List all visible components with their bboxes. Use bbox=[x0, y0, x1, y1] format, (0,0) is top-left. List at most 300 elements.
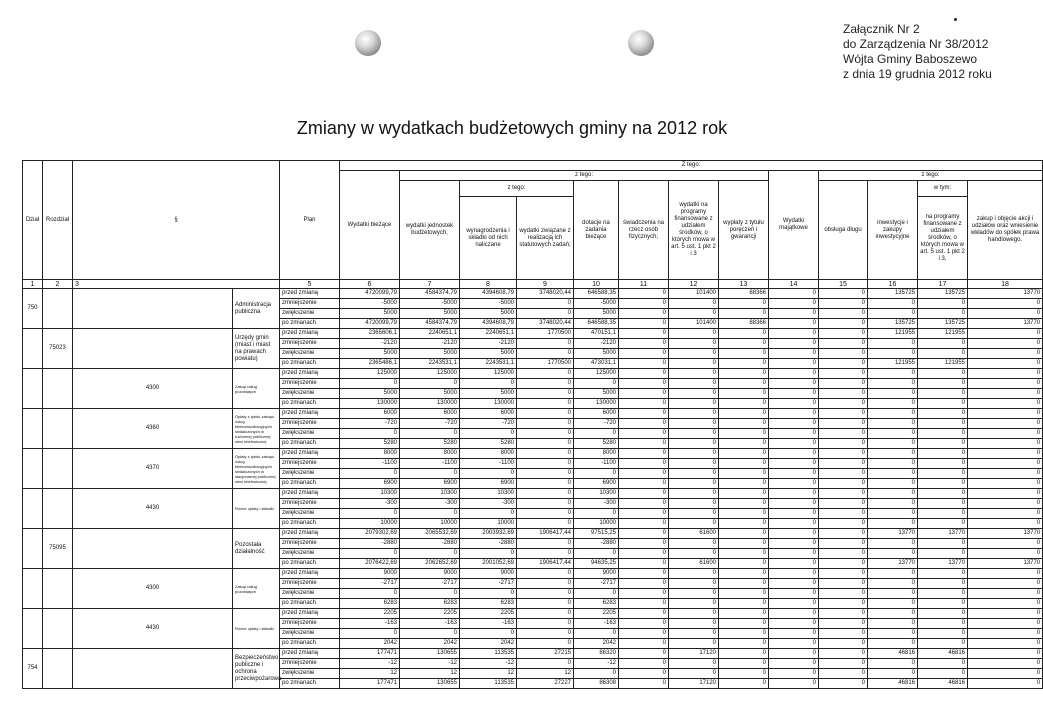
value-cell: 4394608,79 bbox=[460, 289, 517, 299]
value-cell: 0 bbox=[619, 599, 669, 609]
value-cell: 0 bbox=[918, 299, 968, 309]
value-cell: 0 bbox=[868, 439, 918, 449]
value-cell: 5000 bbox=[400, 349, 460, 359]
value-cell: 0 bbox=[819, 449, 868, 459]
value-cell: 0 bbox=[719, 649, 769, 659]
attachment-line: Załącznik Nr 2 bbox=[843, 22, 920, 36]
row-label: zwiększenie bbox=[280, 669, 340, 679]
value-cell: 5280 bbox=[400, 439, 460, 449]
value-cell: 0 bbox=[619, 589, 669, 599]
value-cell: 0 bbox=[968, 379, 1043, 389]
value-cell: 0 bbox=[819, 319, 868, 329]
value-cell: 17120 bbox=[669, 649, 719, 659]
value-cell: 0 bbox=[517, 659, 574, 669]
value-cell: 0 bbox=[769, 549, 819, 559]
value-cell: 0 bbox=[769, 309, 819, 319]
value-cell: 0 bbox=[517, 539, 574, 549]
value-cell: 0 bbox=[669, 489, 719, 499]
value-cell: 0 bbox=[719, 559, 769, 569]
value-cell: 0 bbox=[819, 579, 868, 589]
cell-name: Różne opłaty i składki bbox=[233, 609, 280, 649]
value-cell: 0 bbox=[669, 609, 719, 619]
value-cell: 0 bbox=[769, 399, 819, 409]
value-cell: 135725 bbox=[918, 289, 968, 299]
value-cell: 8000 bbox=[574, 449, 619, 459]
cell-name: Różne opłaty i składki bbox=[233, 489, 280, 529]
value-cell: 0 bbox=[517, 489, 574, 499]
column-number: 1 bbox=[23, 280, 43, 289]
value-cell: 0 bbox=[819, 539, 868, 549]
value-cell: 0 bbox=[517, 579, 574, 589]
value-cell: 0 bbox=[968, 679, 1043, 689]
value-cell: 0 bbox=[669, 439, 719, 449]
value-cell: 0 bbox=[819, 409, 868, 419]
row-label: przed zmianą bbox=[280, 489, 340, 499]
value-cell: 0 bbox=[619, 309, 669, 319]
value-cell: 0 bbox=[719, 309, 769, 319]
value-cell: 0 bbox=[619, 419, 669, 429]
value-cell: 135725 bbox=[868, 289, 918, 299]
value-cell: 0 bbox=[819, 499, 868, 509]
value-cell: 0 bbox=[918, 479, 968, 489]
value-cell: 0 bbox=[719, 429, 769, 439]
value-cell: 0 bbox=[868, 379, 918, 389]
column-number: 16 bbox=[868, 280, 918, 289]
value-cell: 0 bbox=[769, 459, 819, 469]
value-cell: 0 bbox=[619, 539, 669, 549]
value-cell: 0 bbox=[719, 499, 769, 509]
column-number: 10 bbox=[574, 280, 619, 289]
value-cell: 0 bbox=[574, 509, 619, 519]
value-cell: 0 bbox=[918, 569, 968, 579]
value-cell: 0 bbox=[669, 469, 719, 479]
value-cell: 0 bbox=[619, 449, 669, 459]
expenditure-table bbox=[22, 160, 1043, 689]
value-cell: 0 bbox=[819, 509, 868, 519]
row-label: zmniejszenie bbox=[280, 619, 340, 629]
value-cell: 0 bbox=[619, 499, 669, 509]
value-cell: 130000 bbox=[400, 399, 460, 409]
value-cell: 0 bbox=[868, 399, 918, 409]
value-cell: 0 bbox=[719, 329, 769, 339]
value-cell: 0 bbox=[819, 479, 868, 489]
value-cell: 121955 bbox=[868, 359, 918, 369]
value-cell: 0 bbox=[819, 299, 868, 309]
value-cell: 0 bbox=[619, 299, 669, 309]
value-cell: 0 bbox=[918, 669, 968, 679]
value-cell: 130000 bbox=[340, 399, 400, 409]
value-cell: 0 bbox=[517, 469, 574, 479]
header-paragraf: § bbox=[73, 161, 280, 280]
value-cell: 5000 bbox=[340, 389, 400, 399]
value-cell: 0 bbox=[669, 639, 719, 649]
value-cell: -5000 bbox=[340, 299, 400, 309]
value-cell: 2062652,69 bbox=[400, 559, 460, 569]
value-cell: 0 bbox=[819, 609, 868, 619]
value-cell: 0 bbox=[819, 429, 868, 439]
value-cell: 5000 bbox=[574, 389, 619, 399]
value-cell: 8000 bbox=[460, 449, 517, 459]
value-cell: 0 bbox=[719, 539, 769, 549]
column-number: 7 bbox=[400, 280, 460, 289]
value-cell: 0 bbox=[769, 569, 819, 579]
value-cell: 46816 bbox=[918, 649, 968, 659]
value-cell: 0 bbox=[968, 299, 1043, 309]
value-cell: 5000 bbox=[400, 309, 460, 319]
value-cell: 0 bbox=[669, 429, 719, 439]
value-cell: -2120 bbox=[400, 339, 460, 349]
attachment-line: Wójta Gminy Baboszewo bbox=[843, 52, 978, 66]
value-cell: 0 bbox=[868, 549, 918, 559]
row-label: po zmianach bbox=[280, 399, 340, 409]
value-cell: 0 bbox=[619, 509, 669, 519]
value-cell: 1906417,44 bbox=[517, 559, 574, 569]
value-cell: -2120 bbox=[340, 339, 400, 349]
value-cell: 0 bbox=[968, 309, 1043, 319]
value-cell: 125000 bbox=[400, 369, 460, 379]
row-label: zmniejszenie bbox=[280, 579, 340, 589]
row-label: przed zmianą bbox=[280, 609, 340, 619]
value-cell: 0 bbox=[400, 379, 460, 389]
value-cell: 0 bbox=[819, 349, 868, 359]
value-cell: 2079302,69 bbox=[340, 529, 400, 539]
row-label: zmniejszenie bbox=[280, 299, 340, 309]
value-cell: 0 bbox=[769, 289, 819, 299]
header-obsluga-dlugu: obsługa długu bbox=[819, 181, 868, 280]
value-cell: 0 bbox=[669, 669, 719, 679]
value-cell: 6900 bbox=[574, 479, 619, 489]
value-cell: 0 bbox=[517, 599, 574, 609]
value-cell: 0 bbox=[719, 469, 769, 479]
header-wydatki-biezace: Wydatki bieżące bbox=[340, 171, 400, 280]
value-cell: 0 bbox=[719, 529, 769, 539]
value-cell: 0 bbox=[819, 309, 868, 319]
value-cell: 2042 bbox=[460, 639, 517, 649]
row-label: po zmianach bbox=[280, 679, 340, 689]
value-cell: 0 bbox=[769, 559, 819, 569]
value-cell: -2717 bbox=[574, 579, 619, 589]
value-cell: 86320 bbox=[574, 649, 619, 659]
value-cell: 94635,25 bbox=[574, 559, 619, 569]
value-cell: 0 bbox=[669, 379, 719, 389]
value-cell: 177471 bbox=[340, 679, 400, 689]
value-cell: 0 bbox=[460, 429, 517, 439]
value-cell: 0 bbox=[574, 589, 619, 599]
value-cell: -1100 bbox=[340, 459, 400, 469]
value-cell: -720 bbox=[460, 419, 517, 429]
value-cell: 130000 bbox=[574, 399, 619, 409]
scan-speck bbox=[954, 18, 957, 21]
value-cell: 0 bbox=[619, 519, 669, 529]
value-cell: 2243531,1 bbox=[400, 359, 460, 369]
value-cell: 0 bbox=[769, 369, 819, 379]
value-cell: 0 bbox=[574, 629, 619, 639]
header-swiadczenia: świadczenia na rzecz osób fizycznych; bbox=[619, 181, 669, 280]
value-cell: 0 bbox=[968, 369, 1043, 379]
column-number: 9 bbox=[517, 280, 574, 289]
value-cell: -2717 bbox=[340, 579, 400, 589]
value-cell: 0 bbox=[719, 399, 769, 409]
cell-rozdzial bbox=[43, 409, 73, 449]
value-cell: 0 bbox=[819, 599, 868, 609]
value-cell: 0 bbox=[669, 329, 719, 339]
value-cell: 0 bbox=[460, 629, 517, 639]
value-cell: -5000 bbox=[400, 299, 460, 309]
value-cell: 4584374,79 bbox=[400, 289, 460, 299]
cell-name: Zakup usług pozostałych bbox=[233, 569, 280, 609]
value-cell: -163 bbox=[340, 619, 400, 629]
value-cell: 0 bbox=[769, 659, 819, 669]
value-cell: 10000 bbox=[340, 519, 400, 529]
value-cell: 0 bbox=[669, 659, 719, 669]
value-cell: 0 bbox=[819, 289, 868, 299]
cell-name: Administracja publiczna bbox=[233, 289, 280, 329]
value-cell: 0 bbox=[968, 499, 1043, 509]
column-number: 15 bbox=[819, 280, 868, 289]
value-cell: 0 bbox=[868, 339, 918, 349]
value-cell: 0 bbox=[769, 649, 819, 659]
value-cell: 97515,25 bbox=[574, 529, 619, 539]
value-cell: 0 bbox=[619, 439, 669, 449]
value-cell: 0 bbox=[769, 299, 819, 309]
header-wydatki-majatkowe: Wydatki majątkowe bbox=[769, 171, 819, 280]
value-cell: 0 bbox=[517, 369, 574, 379]
header-z-tego-top: Z tego: bbox=[340, 161, 1043, 171]
value-cell: 2001052,69 bbox=[460, 559, 517, 569]
row-label: po zmianach bbox=[280, 319, 340, 329]
row-label: zmniejszenie bbox=[280, 539, 340, 549]
value-cell: 0 bbox=[619, 459, 669, 469]
row-label: przed zmianą bbox=[280, 649, 340, 659]
value-cell: 0 bbox=[517, 609, 574, 619]
value-cell: 0 bbox=[918, 499, 968, 509]
value-cell: 0 bbox=[918, 469, 968, 479]
value-cell: 9000 bbox=[460, 569, 517, 579]
table-body bbox=[23, 289, 1043, 689]
value-cell: 0 bbox=[968, 399, 1043, 409]
value-cell: 0 bbox=[719, 579, 769, 589]
value-cell: 0 bbox=[669, 449, 719, 459]
value-cell: 0 bbox=[918, 379, 968, 389]
row-label: po zmianach bbox=[280, 359, 340, 369]
cell-rozdzial: 75095 bbox=[43, 529, 73, 569]
value-cell: 0 bbox=[918, 639, 968, 649]
value-cell: 12 bbox=[340, 669, 400, 679]
column-number: 13 bbox=[719, 280, 769, 289]
table-row bbox=[23, 489, 1043, 499]
value-cell: 0 bbox=[769, 439, 819, 449]
value-cell: 0 bbox=[669, 539, 719, 549]
row-label: zmniejszenie bbox=[280, 339, 340, 349]
value-cell: 0 bbox=[769, 679, 819, 689]
value-cell: 0 bbox=[968, 409, 1043, 419]
column-number: 18 bbox=[968, 280, 1043, 289]
value-cell: 5000 bbox=[340, 309, 400, 319]
row-label: zwiększenie bbox=[280, 389, 340, 399]
row-label: przed zmianą bbox=[280, 449, 340, 459]
value-cell: 0 bbox=[400, 429, 460, 439]
value-cell: -2880 bbox=[574, 539, 619, 549]
cell-dzial bbox=[23, 449, 43, 489]
value-cell: 0 bbox=[769, 619, 819, 629]
value-cell: 6000 bbox=[460, 409, 517, 419]
value-cell: 0 bbox=[769, 419, 819, 429]
column-number: 14 bbox=[769, 280, 819, 289]
value-cell: 0 bbox=[819, 399, 868, 409]
value-cell: 0 bbox=[517, 299, 574, 309]
value-cell: 0 bbox=[819, 389, 868, 399]
value-cell: 0 bbox=[669, 389, 719, 399]
value-cell: 61600 bbox=[669, 559, 719, 569]
value-cell: 0 bbox=[619, 409, 669, 419]
value-cell: 2365486,1 bbox=[340, 359, 400, 369]
value-cell: 0 bbox=[968, 579, 1043, 589]
value-cell: 0 bbox=[517, 419, 574, 429]
value-cell: 0 bbox=[340, 429, 400, 439]
value-cell: 5280 bbox=[340, 439, 400, 449]
value-cell: 0 bbox=[769, 519, 819, 529]
value-cell: 0 bbox=[619, 559, 669, 569]
value-cell: 1770500 bbox=[517, 359, 574, 369]
row-label: po zmianach bbox=[280, 599, 340, 609]
value-cell: 2003932,69 bbox=[460, 529, 517, 539]
value-cell: 0 bbox=[517, 509, 574, 519]
value-cell: 0 bbox=[719, 679, 769, 689]
row-label: przed zmianą bbox=[280, 329, 340, 339]
value-cell: 0 bbox=[517, 479, 574, 489]
value-cell: 0 bbox=[619, 479, 669, 489]
value-cell: 6900 bbox=[400, 479, 460, 489]
value-cell: 0 bbox=[619, 639, 669, 649]
value-cell: 2205 bbox=[400, 609, 460, 619]
cell-rozdzial: 75023 bbox=[43, 329, 73, 369]
value-cell: 0 bbox=[868, 539, 918, 549]
value-cell: 5000 bbox=[460, 349, 517, 359]
value-cell: -2120 bbox=[574, 339, 619, 349]
value-cell: 0 bbox=[340, 379, 400, 389]
header-wydatki-jednostek: wydatki jednostek budżetowych, bbox=[400, 181, 460, 280]
value-cell: 0 bbox=[918, 399, 968, 409]
cell-paragraf bbox=[73, 529, 233, 569]
value-cell: 5000 bbox=[574, 309, 619, 319]
value-cell: 2042 bbox=[574, 639, 619, 649]
value-cell: 0 bbox=[400, 509, 460, 519]
value-cell: 0 bbox=[918, 409, 968, 419]
value-cell: 2076422,69 bbox=[340, 559, 400, 569]
value-cell: -720 bbox=[340, 419, 400, 429]
value-cell: 0 bbox=[669, 589, 719, 599]
value-cell: 0 bbox=[968, 419, 1043, 429]
value-cell: 13770 bbox=[918, 529, 968, 539]
value-cell: 0 bbox=[400, 549, 460, 559]
row-label: zwiększenie bbox=[280, 629, 340, 639]
value-cell: 6900 bbox=[340, 479, 400, 489]
value-cell: -12 bbox=[400, 659, 460, 669]
value-cell: 0 bbox=[819, 589, 868, 599]
header-programy-majatkowe: na programy finansowane z udziałem środków, o których mowa w art. 5 ust. 1 pkt 2 i 3, bbox=[918, 197, 968, 280]
value-cell: 0 bbox=[669, 549, 719, 559]
cell-rozdzial bbox=[43, 649, 73, 689]
value-cell: 0 bbox=[517, 589, 574, 599]
value-cell: 0 bbox=[868, 449, 918, 459]
column-number: 6 bbox=[340, 280, 400, 289]
value-cell: 0 bbox=[769, 359, 819, 369]
value-cell: 0 bbox=[918, 369, 968, 379]
value-cell: 9000 bbox=[400, 569, 460, 579]
row-label: po zmianach bbox=[280, 519, 340, 529]
value-cell: 0 bbox=[619, 349, 669, 359]
value-cell: 17120 bbox=[669, 679, 719, 689]
value-cell: 4720099,79 bbox=[340, 319, 400, 329]
value-cell: 0 bbox=[918, 349, 968, 359]
column-number: 3 bbox=[73, 280, 280, 289]
value-cell: 0 bbox=[769, 329, 819, 339]
value-cell: 13770 bbox=[968, 319, 1043, 329]
value-cell: 0 bbox=[574, 549, 619, 559]
header-dzial: Dział bbox=[23, 161, 43, 280]
value-cell: 0 bbox=[918, 549, 968, 559]
row-label: przed zmianą bbox=[280, 289, 340, 299]
value-cell: 0 bbox=[619, 569, 669, 579]
page-title: Zmiany w wydatkach budżetowych gminy na 2012 rok bbox=[296, 118, 728, 138]
value-cell: 646588,35 bbox=[574, 289, 619, 299]
cell-rozdzial bbox=[43, 609, 73, 649]
value-cell: 0 bbox=[340, 589, 400, 599]
value-cell: 0 bbox=[868, 499, 918, 509]
value-cell: 0 bbox=[669, 619, 719, 629]
table-row bbox=[23, 609, 1043, 619]
value-cell: 0 bbox=[719, 549, 769, 559]
value-cell: 0 bbox=[968, 629, 1043, 639]
value-cell: 2205 bbox=[574, 609, 619, 619]
value-cell: 5000 bbox=[574, 349, 619, 359]
value-cell: 0 bbox=[769, 529, 819, 539]
value-cell: 0 bbox=[819, 569, 868, 579]
value-cell: 0 bbox=[619, 429, 669, 439]
row-label: przed zmianą bbox=[280, 529, 340, 539]
value-cell: 2065532,69 bbox=[400, 529, 460, 539]
value-cell: 61600 bbox=[669, 529, 719, 539]
value-cell: -12 bbox=[340, 659, 400, 669]
value-cell: 0 bbox=[968, 599, 1043, 609]
value-cell: 2365606,1 bbox=[340, 329, 400, 339]
row-label: zwiększenie bbox=[280, 309, 340, 319]
value-cell: 0 bbox=[669, 309, 719, 319]
value-cell: 0 bbox=[719, 379, 769, 389]
value-cell: 5000 bbox=[460, 309, 517, 319]
value-cell: 0 bbox=[918, 599, 968, 609]
value-cell: 0 bbox=[918, 449, 968, 459]
value-cell: 113535 bbox=[460, 649, 517, 659]
value-cell: 0 bbox=[719, 439, 769, 449]
value-cell: 5000 bbox=[340, 349, 400, 359]
value-cell: 0 bbox=[669, 359, 719, 369]
value-cell: -2880 bbox=[340, 539, 400, 549]
value-cell: 0 bbox=[819, 629, 868, 639]
value-cell: 0 bbox=[968, 329, 1043, 339]
value-cell: 0 bbox=[619, 339, 669, 349]
cell-dzial bbox=[23, 489, 43, 529]
value-cell: 0 bbox=[517, 519, 574, 529]
value-cell: 0 bbox=[517, 499, 574, 509]
value-cell: 0 bbox=[968, 349, 1043, 359]
header-rozdzial: Rozdział bbox=[43, 161, 73, 280]
attachment-line: do Zarządzenia Nr 38/2012 bbox=[843, 37, 989, 51]
value-cell: 0 bbox=[719, 659, 769, 669]
row-label: po zmianach bbox=[280, 639, 340, 649]
value-cell: -1100 bbox=[574, 459, 619, 469]
header-z-tego-biezace: z tego: bbox=[400, 171, 769, 181]
